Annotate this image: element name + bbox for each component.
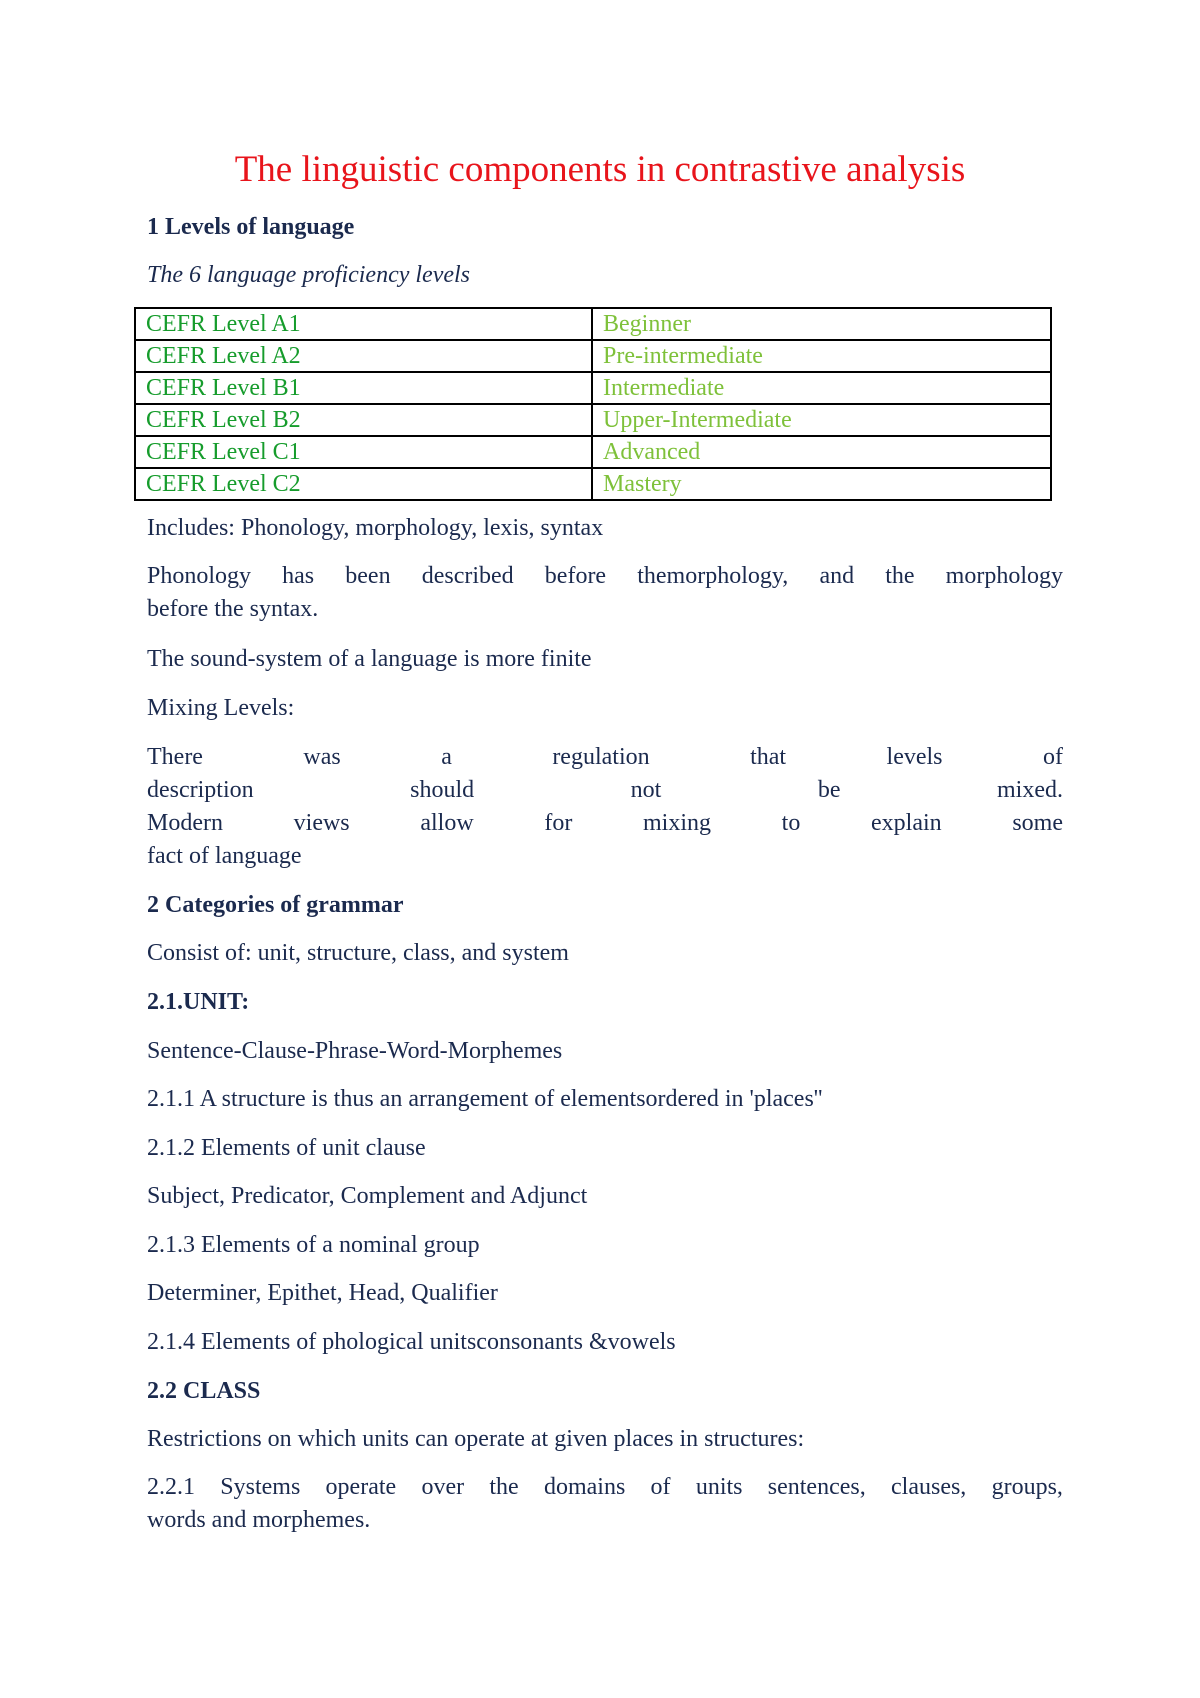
clause-elements-list: Subject, Predicator, Complement and Adjunct (147, 1183, 588, 1209)
level-description-cell: Beginner (592, 308, 1051, 340)
paragraph-2-1-2: 2.1.2 Elements of unit clause (147, 1135, 426, 1161)
word: themorphology, (637, 563, 789, 589)
word: views (293, 810, 350, 836)
cefr-level-cell: CEFR Level A1 (135, 308, 592, 340)
restrictions-line: Restrictions on which units can operate at given places in structures: (147, 1426, 805, 1452)
word: described (421, 563, 514, 589)
word: explain (871, 810, 942, 836)
word: domains (543, 1474, 626, 1500)
table-caption: The 6 language proficiency levels (147, 262, 471, 288)
table-row (135, 468, 1051, 500)
proficiency-levels-table (134, 307, 1052, 501)
document-title: The linguistic components in contrastive analysis (234, 149, 966, 190)
mixing-line-4: fact of language (147, 843, 302, 869)
mixing-line-3 (147, 807, 1063, 840)
cefr-level-cell: CEFR Level C1 (135, 436, 592, 468)
word: operate (325, 1474, 397, 1500)
word: was (303, 744, 341, 770)
level-description-cell: Intermediate (592, 372, 1051, 404)
unit-heading: 2.1.UNIT: (147, 989, 250, 1015)
level-description-cell: Advanced (592, 436, 1051, 468)
word: the (885, 563, 915, 589)
word: Modern (147, 810, 223, 836)
word: of (650, 1474, 671, 1500)
phonology-line-1 (147, 560, 1063, 593)
table-row (135, 436, 1051, 468)
table-row (135, 404, 1051, 436)
word: mixing (642, 810, 711, 836)
section-heading-grammar: 2 Categories of grammar (147, 892, 404, 918)
word: should (410, 777, 475, 803)
word: of (1042, 744, 1063, 770)
cefr-level-cell: CEFR Level C2 (135, 468, 592, 500)
paragraph-2-2-1-line-2: words and morphemes. (147, 1507, 371, 1533)
mixing-levels-label: Mixing Levels: (147, 695, 295, 721)
word: allow (420, 810, 474, 836)
word: has (282, 563, 315, 589)
word: Phonology (147, 563, 252, 589)
word: mixed. (996, 777, 1063, 803)
word: morphology (945, 563, 1063, 589)
word: and (819, 563, 855, 589)
word: description (147, 777, 254, 803)
word: to (781, 810, 801, 836)
word: for (544, 810, 573, 836)
cefr-level-cell: CEFR Level B2 (135, 404, 592, 436)
mixing-line-1 (147, 741, 1063, 774)
unit-list: Sentence-Clause-Phrase-Word-Morphemes (147, 1038, 563, 1064)
paragraph-2-2-1-line-1 (147, 1471, 1063, 1504)
section-heading-levels: 1 Levels of language (147, 214, 355, 240)
word: units (695, 1474, 743, 1500)
phonology-paragraph (147, 560, 1063, 626)
paragraph-2-1-1: 2.1.1 A structure is thus an arrangement of elementsordered in 'places'' (147, 1086, 823, 1112)
includes-line: Includes: Phonology, morphology, lexis, syntax (147, 515, 604, 541)
word: levels (886, 744, 943, 770)
word: before (544, 563, 607, 589)
word: a (441, 744, 452, 770)
word: sentences, (767, 1474, 866, 1500)
nominal-group-elements-list: Determiner, Epithet, Head, Qualifier (147, 1280, 498, 1306)
cefr-level-cell: CEFR Level B1 (135, 372, 592, 404)
table-row (135, 372, 1051, 404)
word: been (345, 563, 391, 589)
word: There (147, 744, 203, 770)
word: groups, (991, 1474, 1063, 1500)
word: be (817, 777, 841, 803)
level-description-cell: Pre-intermediate (592, 340, 1051, 372)
word: 2.2.1 (147, 1474, 195, 1500)
mixing-paragraph (147, 741, 1063, 873)
word: some (1012, 810, 1063, 836)
word: Systems (220, 1474, 301, 1500)
paragraph-2-1-4: 2.1.4 Elements of phological unitsconsonants &vowels (147, 1329, 676, 1355)
class-heading: 2.2 CLASS (147, 1378, 261, 1404)
word: over (421, 1474, 465, 1500)
phonology-line-2: before the syntax. (147, 596, 319, 622)
word: the (489, 1474, 519, 1500)
word: not (630, 777, 662, 803)
word: clauses, (891, 1474, 967, 1500)
paragraph-2-2-1 (147, 1471, 1063, 1537)
level-description-cell: Upper-Intermediate (592, 404, 1051, 436)
word: regulation (552, 744, 650, 770)
level-description-cell: Mastery (592, 468, 1051, 500)
cefr-level-cell: CEFR Level A2 (135, 340, 592, 372)
paragraph-2-1-3: 2.1.3 Elements of a nominal group (147, 1232, 480, 1258)
word: that (750, 744, 787, 770)
table-row (135, 308, 1051, 340)
mixing-line-2 (147, 774, 1063, 807)
consist-line: Consist of: unit, structure, class, and system (147, 940, 569, 966)
table-row (135, 340, 1051, 372)
sound-system-line: The sound-system of a language is more finite (147, 646, 592, 672)
